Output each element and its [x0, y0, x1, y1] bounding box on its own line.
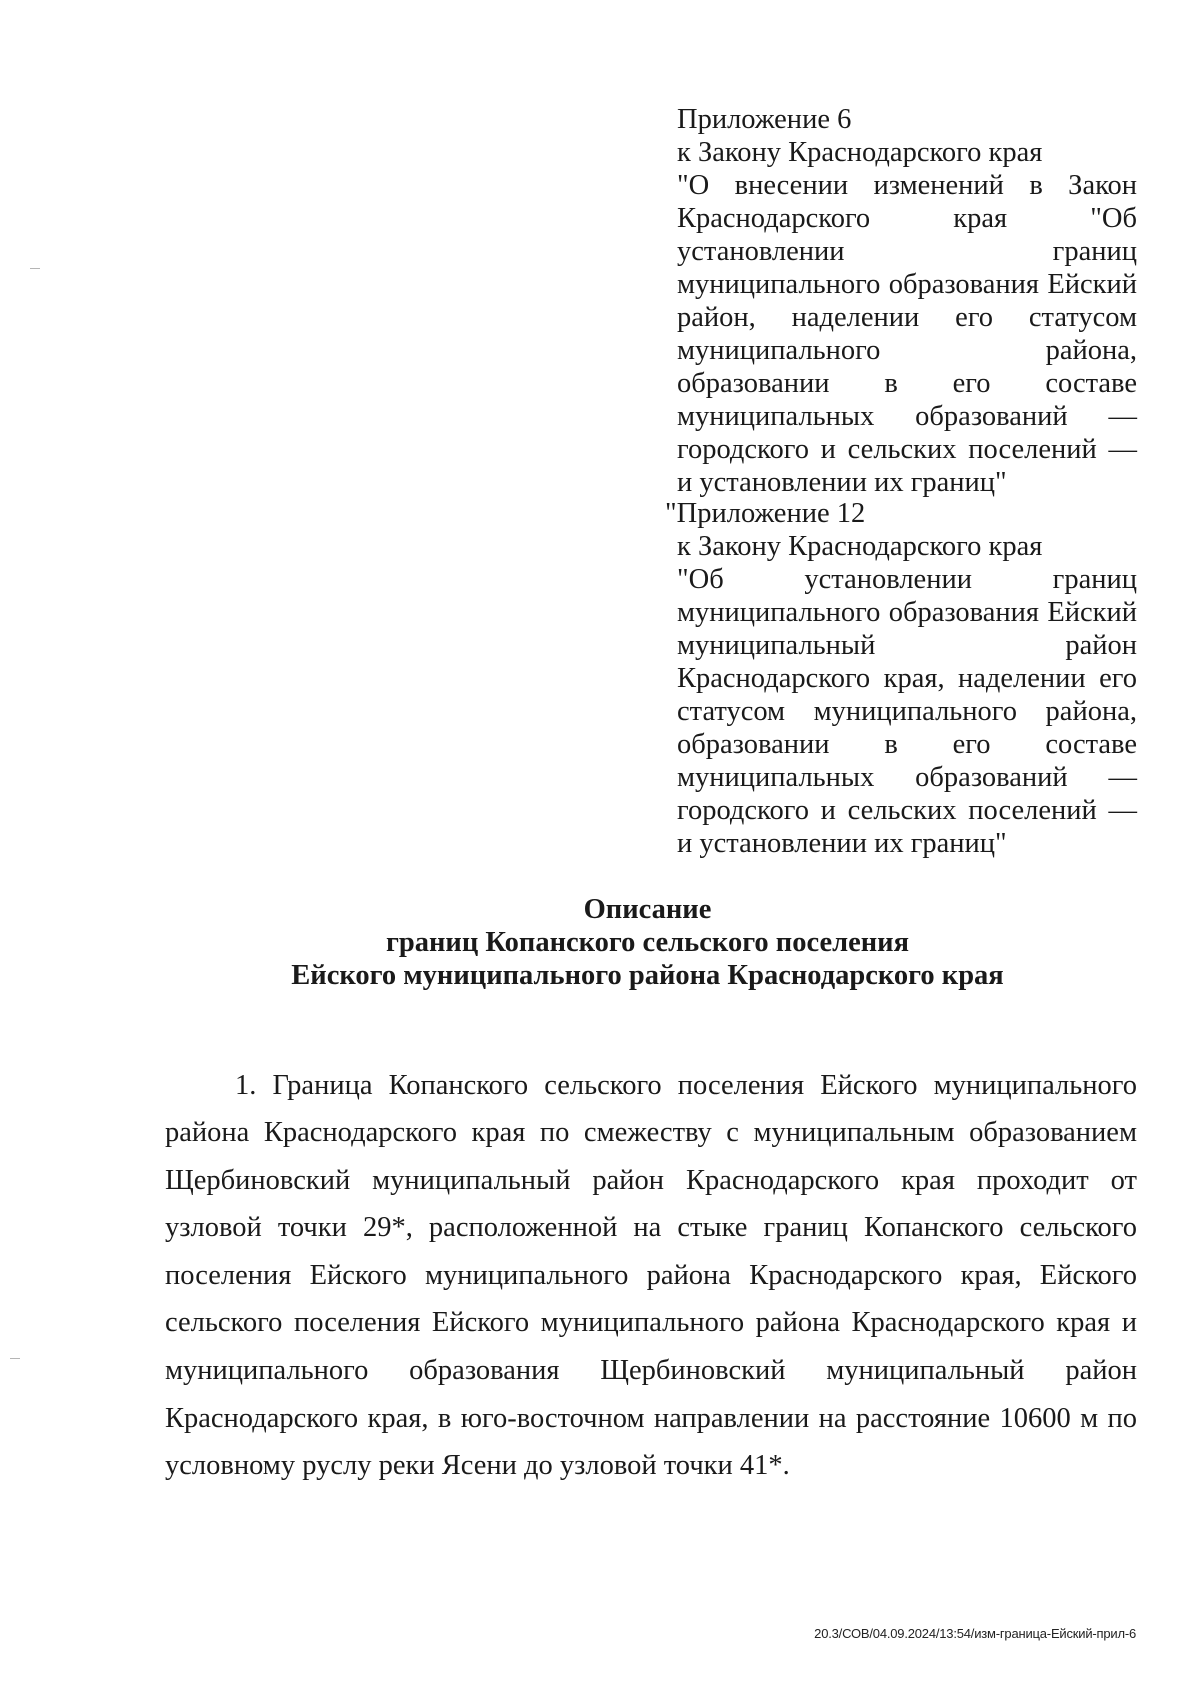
appendix-12-law-name: "Об установлении границ муниципального образования Ейский муниципальный район Краснодарского края, наделении его статусом муниципального района, образовании в его составе муниципальных образований — городского и сельских поселений — и установлении их границ" [677, 564, 1137, 859]
boundary-paragraph-1: 1. Граница Копанского сельского поселения Ейского муниципального района Краснодарского края по смежеству с муниципальным образованием Щербиновский муниципальный район Краснодарского края проходит от узловой точки 29*, расположенной на стыке границ Копанского сельского поселения Ейского муниципального района Краснодарского края, Ейского сельского поселения Ейского муниципального района Краснодарского края и муниципального образования Щербиновский муниципальный район Краснодарского края, в юго-восточном направлении на расстояние 10600 м по условному руслу реки Ясени до узловой точки 41*. [165, 1069, 1137, 1482]
appendix-12-title: "Приложение 12 [665, 498, 866, 529]
heading-line-1: Описание [583, 894, 712, 925]
appendix-6-to-law: к Закону Краснодарского края [677, 137, 1043, 168]
appendix-6-title: Приложение 6 [677, 104, 852, 135]
appendix-12-to-law: к Закону Краснодарского края [677, 531, 1043, 562]
heading-line-2: границ Копанского сельского поселения [385, 927, 910, 958]
heading-line-3: Ейского муниципального района Краснодарского края [291, 960, 1004, 991]
scan-artifact [30, 268, 40, 269]
appendix-12-block [665, 497, 1137, 860]
scan-artifact [10, 1358, 20, 1359]
appendix-6-law-name: "О внесении изменений в Закон Краснодарского края "Об установлении границ муниципального образования Ейский район, наделении его статусом муниципального района, образовании в его составе муниципальных образований — городского и сельских поселений — и установлении их границ" [677, 170, 1137, 498]
document-code-footer: 20.3/СОВ/04.09.2024/13:54/изм-граница-Ейский-прил-6 [814, 1626, 1136, 1641]
appendix-6-block [677, 103, 1137, 499]
document-heading [0, 893, 1200, 992]
